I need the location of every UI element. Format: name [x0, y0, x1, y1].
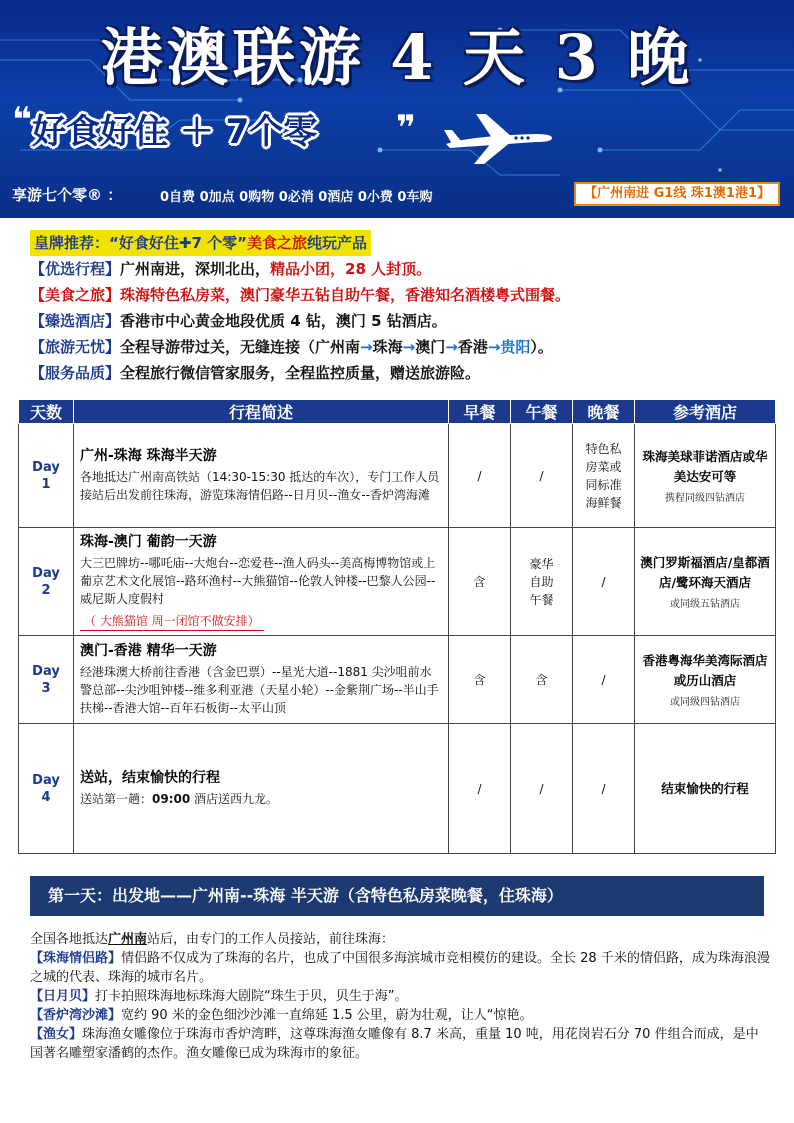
- banner-bottom-strip: [0, 178, 794, 218]
- table-row: [19, 636, 776, 724]
- summary-cell: [74, 528, 449, 636]
- quote-left-icon: ❝: [12, 100, 32, 140]
- day-cell: [19, 528, 74, 636]
- col-hotel: 参考酒店: [635, 400, 776, 424]
- route-stop: 澳门: [415, 338, 446, 356]
- highlight-text: 全程导游带过关，无缝连接（广州南: [120, 338, 361, 356]
- intro-station: 广州南: [108, 932, 148, 947]
- highlight-text: 香港市中心黄金地段优质 4 钻，澳门 5 钻酒店。: [120, 312, 447, 330]
- day-title: 送站，结束愉快的行程: [80, 770, 220, 786]
- airplane-icon: [440, 108, 556, 168]
- highlight-tag: 【优选行程】: [30, 260, 121, 278]
- attraction-tag: 【香炉湾沙滩】: [30, 1008, 122, 1023]
- promo-suffix: 纯玩产品: [306, 234, 367, 252]
- dinner-cell: /: [573, 528, 635, 636]
- day-number: 4: [41, 789, 51, 805]
- breakfast-cell: 含: [449, 528, 511, 636]
- day-title: 广州-珠海 珠海半天游: [80, 448, 217, 464]
- highlight-text: 广州南进，深圳北出，: [120, 260, 271, 278]
- day-description: 经港珠澳大桥前往香港（含金巴票）--星光大道--1881 尖沙咀前水警总部--尖沙咀钟楼--维多利亚港（天星小轮）--金紫荆广场--半山手扶梯--香港大馆--百年石板街--太平山顶: [80, 665, 439, 715]
- day-number: 2: [41, 582, 51, 598]
- attraction-text: 打卡拍照珠海地标珠海大剧院“珠生于贝，贝生于海”。: [95, 989, 408, 1004]
- highlight-service: [30, 360, 770, 386]
- day-cell: [19, 724, 74, 854]
- summary-cell: [74, 636, 449, 724]
- hotel-name: 澳门罗斯福酒店/皇都酒店/鹭环海天酒店: [640, 555, 770, 590]
- highlight-small-group: 精品小团，28 人封顶。: [270, 260, 432, 278]
- hotel-grade: 携程同级四钻酒店: [665, 493, 745, 504]
- highlight-text: 全程旅行微信管家服务，全程监控质量，赠送旅游险。: [120, 364, 481, 382]
- summary-cell: [74, 724, 449, 854]
- attraction-tag: 【渔女】: [30, 1027, 83, 1042]
- dinner-cell: /: [573, 636, 635, 724]
- breakfast-cell: /: [449, 724, 511, 854]
- dinner-cell: 特色私房菜或同标准海鲜餐: [573, 424, 635, 528]
- promo-highlight: [30, 230, 371, 256]
- day1-paragraph: [30, 1006, 770, 1025]
- hotel-cell: [635, 424, 776, 528]
- hotel-cell: [635, 636, 776, 724]
- day-note: （ 大熊猫馆 周一闭馆不做安排）: [80, 612, 264, 631]
- seven-zero-list: 0自费 0加点 0购物 0必消 0酒店 0小费 0车购: [160, 190, 433, 205]
- quote-right-icon: ❞: [396, 108, 416, 148]
- route-stop: 香港: [457, 338, 488, 356]
- dinner-cell: /: [573, 724, 635, 854]
- day1-paragraph: [30, 987, 770, 1006]
- arrow-icon: →: [487, 338, 501, 356]
- arrow-icon: →: [402, 338, 416, 356]
- table-header-row: [19, 400, 776, 424]
- banner-subtitle: 好食好住 ＋ 7个零: [32, 112, 318, 152]
- col-day: 天数: [19, 400, 74, 424]
- day-label: Day: [32, 459, 60, 475]
- arrow-icon: →: [445, 338, 458, 356]
- lunch-cell: 含: [511, 636, 573, 724]
- table-row: [19, 724, 776, 854]
- day-cell: [19, 636, 74, 724]
- pickup-label: 送站第一趟：: [80, 792, 153, 806]
- hotel-grade: 或同级四钻酒店: [670, 697, 740, 708]
- attraction-text: 情侣路不仅成为了珠海的名片，也成了中国很多海滨城市竞相模仿的建设。全长 28 千米的情侣路，成为珠海浪漫之城的代表、珠海的城市名片。: [30, 951, 770, 985]
- day-description: 各地抵达广州南高铁站（14:30-15:30 抵达的车次），专门工作人员接站后出发前往珠海，游览珠海情侣路--日月贝--渔女--香炉湾海滩: [80, 470, 440, 502]
- day1-body: [30, 930, 770, 1063]
- col-lunch: 午餐: [511, 400, 573, 424]
- lunch-cell: 豪华自助午餐: [511, 528, 573, 636]
- intro-text: 全国各地抵达: [30, 932, 109, 947]
- hotel-name: 珠海美球菲诺酒店或华美达安可等: [642, 449, 768, 484]
- arrow-icon: →: [360, 338, 373, 356]
- day-label: Day: [32, 565, 60, 581]
- day-number: 1: [41, 476, 51, 492]
- attraction-tag: 【珠海情侣路】: [30, 951, 122, 966]
- hotel-cell: [635, 528, 776, 636]
- lunch-cell: /: [511, 424, 573, 528]
- highlights-section: [30, 230, 770, 386]
- attraction-text: 珠海渔女雕像位于珠海市香炉湾畔，这尊珠海渔女雕像有 8.7 米高，重量 10 吨，用花岗岩石分 70 件组合而成，是中国著名雕塑家潘鹤的杰作。渔女雕像已成为珠海市的象征。: [30, 1027, 759, 1061]
- highlight-tag: 【旅游无忧】: [30, 338, 121, 356]
- highlight-tag: 【美食之旅】: [30, 286, 121, 304]
- day1-paragraph: [30, 949, 770, 987]
- highlight-hotel: [30, 308, 770, 334]
- day1-header: 第一天：出发地——广州南--珠海 半天游（含特色私房菜晚餐，住珠海）: [30, 876, 764, 916]
- route-stop: 贵阳: [500, 338, 531, 356]
- highlight-tag: 【服务品质】: [30, 364, 121, 382]
- col-dinner: 晚餐: [573, 400, 635, 424]
- banner-title: 港澳联游 4 天 3 晚: [100, 21, 694, 94]
- highlight-tag: 【臻选酒店】: [30, 312, 121, 330]
- table-row: [19, 528, 776, 636]
- day-title: 澳门-香港 精华一天游: [80, 643, 217, 659]
- col-breakfast: 早餐: [449, 400, 511, 424]
- promo-prefix: 皇牌推荐：: [34, 234, 110, 252]
- hotel-grade: 或同级五钻酒店: [670, 599, 740, 610]
- route-stop: 珠海: [372, 338, 403, 356]
- pickup-detail: 酒店送西九龙。: [190, 792, 279, 806]
- route-badge: 【广州南进 G1线 珠1澳1港1】: [574, 182, 780, 206]
- promo-line: [30, 230, 770, 256]
- attraction-tag: 【日月贝】: [30, 989, 96, 1004]
- breakfast-cell: 含: [449, 636, 511, 724]
- pickup-time: 09:00: [152, 792, 191, 806]
- col-summary: 行程简述: [74, 400, 449, 424]
- hotel-cell: [635, 724, 776, 854]
- promo-quote: “好食好住✚7 个零”: [109, 234, 247, 252]
- day-cell: [19, 424, 74, 528]
- day-label: Day: [32, 663, 60, 679]
- table-row: [19, 424, 776, 528]
- breakfast-cell: /: [449, 424, 511, 528]
- route-end: ）。: [530, 338, 553, 356]
- highlight-text: 珠海特色私房菜，澳门豪华五钻自助午餐，香港知名酒楼粤式围餐。: [120, 286, 571, 304]
- highlight-worry-free: [30, 334, 770, 360]
- highlight-food: [30, 282, 770, 308]
- day1-intro: [30, 930, 770, 949]
- summary-cell: [74, 424, 449, 528]
- seven-zero-label: 享游七个零® ：: [12, 186, 123, 204]
- hotel-name: 香港粤海华美湾际酒店或历山酒店: [642, 653, 768, 688]
- promo-food-tour: 美食之旅: [246, 234, 307, 252]
- day-description: 大三巴牌坊--哪吒庙--大炮台--恋爱巷--渔人码头--美高梅博物馆或上葡京艺术文化展馆--路环渔村--大熊猫馆--伦敦人钟楼--巴黎人公园--威尼斯人度假村: [80, 555, 436, 606]
- highlight-route: [30, 256, 770, 282]
- itinerary-table: [18, 399, 776, 854]
- header-banner: [0, 0, 794, 218]
- day1-paragraph: [30, 1025, 770, 1063]
- lunch-cell: /: [511, 724, 573, 854]
- intro-text-end: 站后，由专门的工作人员接站，前往珠海：: [147, 932, 395, 947]
- hotel-name: 结束愉快的行程: [661, 780, 749, 796]
- attraction-text: 宽约 90 米的金色细沙沙滩一直绵延 1.5 公里，蔚为壮观，让人“惊艳。: [121, 1008, 533, 1023]
- day-title: 珠海-澳门 葡韵一天游: [80, 533, 217, 550]
- day-number: 3: [41, 680, 51, 696]
- day-description: [80, 790, 442, 808]
- day-label: Day: [32, 772, 60, 788]
